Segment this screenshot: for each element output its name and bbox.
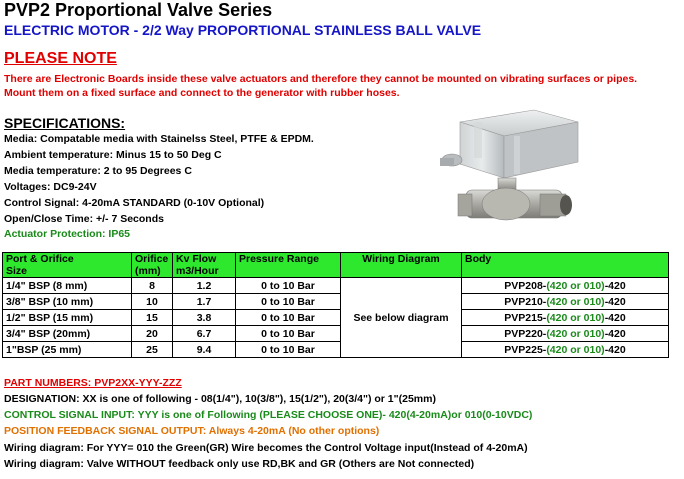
wiring-line-1: Wiring diagram: For YYY= 010 the Green(GR) Wire becomes the Control Voltage input(Instead of 4-20mA): [4, 442, 528, 454]
cell-pressure: 0 to 10 Bar: [236, 294, 341, 310]
spec-ambient-temp: Ambient temperature: Minus 15 to 50 Deg C: [4, 149, 222, 161]
control-signal-line: CONTROL SIGNAL INPUT: YYY is one of Following (PLEASE CHOOSE ONE)- 420(4-20mA)or 010(0-10VDC): [4, 409, 533, 421]
cell-pressure: 0 to 10 Bar: [236, 326, 341, 342]
spec-voltages: Voltages: DC9-24V: [4, 181, 97, 193]
cell-kv: 6.7: [173, 326, 236, 342]
cell-body: PVP225-(420 or 010)-420: [462, 342, 669, 358]
cell-orifice: 8: [132, 278, 173, 294]
cell-body: PVP208-(420 or 010)-420: [462, 278, 669, 294]
feedback-signal-line: POSITION FEEDBACK SIGNAL OUTPUT: Always 4-20mA (No other options): [4, 425, 380, 437]
cell-wiring: See below diagram: [341, 278, 462, 358]
cell-kv: 3.8: [173, 310, 236, 326]
valve-image: [438, 100, 588, 238]
cell-port: 1/2" BSP (15 mm): [3, 310, 132, 326]
table-row: [3, 326, 669, 342]
wiring-line-2: Wiring diagram: Valve WITHOUT feedback only use RD,BK and GR (Others are Not connected): [4, 458, 475, 470]
table-row: [3, 294, 669, 310]
cell-orifice: 15: [132, 310, 173, 326]
table-row: [3, 310, 669, 326]
cell-body: PVP210-(420 or 010)-420: [462, 294, 669, 310]
table-row: [3, 278, 669, 294]
header-body: Body: [462, 253, 669, 278]
header-orifice: Orifice (mm): [132, 253, 173, 278]
specifications-heading: SPECIFICATIONS:: [4, 115, 126, 131]
designation-line: DESIGNATION: XX is one of following - 08(1/4"), 10(3/8"), 15(1/2"), 20(3/4") or 1"(25mm): [4, 393, 436, 405]
note-text: There are Electronic Boards inside these valve actuators and therefore they cannot be mounted on vibrating surfaces or pipes. Mount them on a fixed surface and connect to the generator with rubber hoses.: [4, 73, 638, 99]
cell-body: PVP215-(420 or 010)-420: [462, 310, 669, 326]
cell-body: PVP220-(420 or 010)-420: [462, 326, 669, 342]
cell-port: 1"BSP (25 mm): [3, 342, 132, 358]
cell-pressure: 0 to 10 Bar: [236, 278, 341, 294]
spec-media: Media: Compatable media with Stainelss Steel, PTFE & EPDM.: [4, 133, 314, 145]
cell-port: 1/4" BSP (8 mm): [3, 278, 132, 294]
cell-kv: 1.7: [173, 294, 236, 310]
cell-orifice: 20: [132, 326, 173, 342]
cell-orifice: 25: [132, 342, 173, 358]
part-numbers-heading: PART NUMBERS: PVP2XX-YYY-ZZZ: [4, 377, 182, 389]
header-port: Port & Orifice Size: [3, 253, 132, 278]
spec-control-signal: Control Signal: 4-20mA STANDARD (0-10V Optional): [4, 197, 265, 209]
note-heading: PLEASE NOTE: [4, 50, 117, 67]
cell-pressure: 0 to 10 Bar: [236, 310, 341, 326]
header-wiring: Wiring Diagram: [341, 253, 462, 278]
spec-media-temp: Media temperature: 2 to 95 Degrees C: [4, 165, 192, 177]
cell-kv: 9.4: [173, 342, 236, 358]
page-subtitle: ELECTRIC MOTOR - 2/2 Way PROPORTIONAL STAINLESS BALL VALVE: [4, 22, 482, 38]
header-kv: Kv Flow m3/Hour: [173, 253, 236, 278]
cell-orifice: 10: [132, 294, 173, 310]
valve-spec-table: [2, 252, 669, 358]
cell-port: 3/4" BSP (20mm): [3, 326, 132, 342]
cell-pressure: 0 to 10 Bar: [236, 342, 341, 358]
table-header-row: [3, 253, 669, 278]
header-pressure: Pressure Range: [236, 253, 341, 278]
cell-kv: 1.2: [173, 278, 236, 294]
page-title: PVP2 Proportional Valve Series: [4, 0, 273, 20]
spec-open-close: Open/Close Time: +/- 7 Seconds: [4, 213, 164, 225]
spec-protection: Actuator Protection: IP65: [4, 228, 131, 240]
cell-port: 3/8" BSP (10 mm): [3, 294, 132, 310]
table-row: [3, 342, 669, 358]
